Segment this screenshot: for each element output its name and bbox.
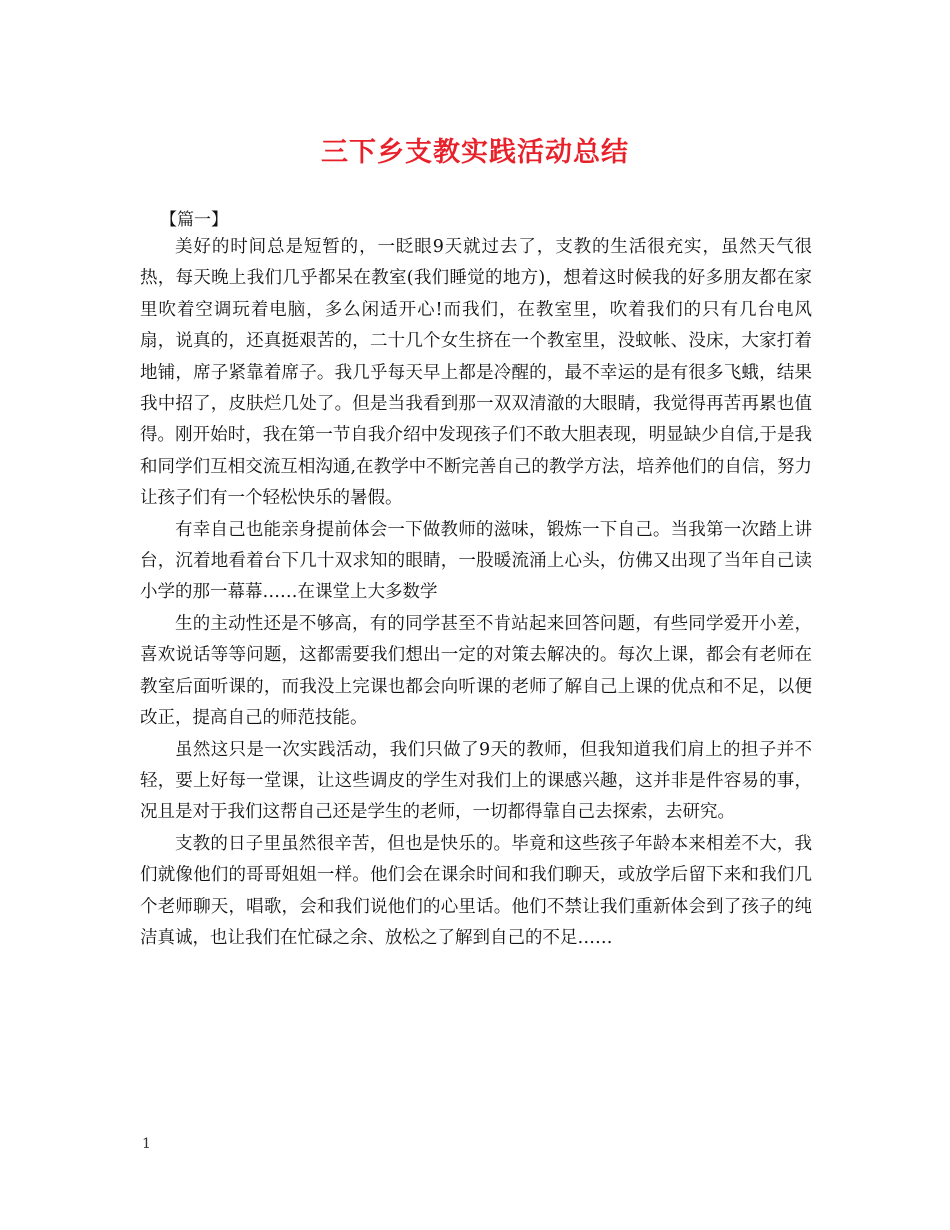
- paragraph: 美好的时间总是短暂的，一眨眼9天就过去了，支教的生活很充实，虽然天气很热，每天晚上我们几乎都呆在教室(我们睡觉的地方)，想着这时候我的好多朋友都在家里吹着空调玩着电脑，多么闲适开心!而我们，在教室里，吹着我们的只有几台电风扇，说真的，还真挺艰苦的，二十几个女生挤在一个教室里，没蚊帐、没床，大家打着地铺，席子紧靠着席子。我几乎每天早上都是冷醒的，最不幸运的是有很多飞蛾，结果我中招了，皮肤烂几处了。但是当我看到那一双双清澈的大眼睛，我觉得再苦再累也值得。刚开始时，我在第一节自我介绍中发现孩子们不敢大胆表现，明显缺少自信,于是我和同学们互相交流互相沟通,在教学中不断完善自己的教学方法，培养他们的自信，努力让孩子们有一个轻松快乐的暑假。: [140, 237, 812, 509]
- document-title: 三下乡支教实践活动总结: [321, 137, 629, 168]
- paragraph: 支教的日子里虽然很辛苦，但也是快乐的。毕竟和这些孩子年龄本来相差不大，我们就像他们的哥哥姐姐一样。他们会在课余时间和我们聊天，或放学后留下来和我们几个老师聊天，唱歌，会和我们说他们的心里话。他们不禁让我们重新体会到了孩子的纯洁真诚，也让我们在忙碌之余、放松之了解到自己的不足……: [140, 833, 812, 948]
- document-body: [140, 232, 812, 954]
- paragraph: 有幸自己也能亲身提前体会一下做教师的滋味，锻炼一下自己。当我第一次踏上讲台，沉着地看着台下几十双求知的眼睛，一股暖流涌上心头，仿佛又出现了当年自己读小学的那一幕幕……在课堂上大多数学: [140, 519, 812, 603]
- paragraph: 虽然这只是一次实践活动，我们只做了9天的教师，但我知道我们肩上的担子并不轻，要上好每一堂课，让这些调皮的学生对我们上的课感兴趣，这并非是件容易的事，况且是对于我们这帮自己还是学生的老师，一切都得靠自己去探索，去研究。: [140, 739, 812, 823]
- section-label: 【篇一】: [160, 210, 228, 230]
- page-number: 1: [142, 1136, 151, 1152]
- paragraph: 生的主动性还是不够高，有的同学甚至不肯站起来回答问题，有些同学爱开小差，喜欢说话等等问题，这都需要我们想出一定的对策去解决的。每次上课，都会有老师在教室后面听课的，而我没上完课也都会向听课的老师了解自己上课的优点和不足，以便改正，提高自己的师范技能。: [140, 613, 812, 729]
